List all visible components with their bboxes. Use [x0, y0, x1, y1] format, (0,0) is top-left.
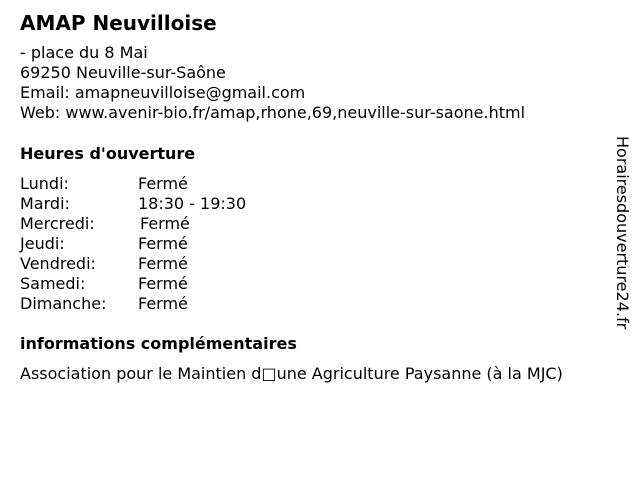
hours-value: Fermé: [140, 214, 190, 233]
address-email: Email: amapneuvilloise@gmail.com: [20, 83, 306, 102]
hours-value: Fermé: [138, 294, 188, 313]
hours-value: Fermé: [138, 274, 188, 293]
address-street: - place du 8 Mai: [20, 43, 148, 62]
day-label: Jeudi:: [20, 234, 65, 253]
hours-value: Fermé: [138, 234, 188, 253]
day-label: Mercredi:: [20, 214, 95, 233]
info-text: Association pour le Maintien d□une Agriculture Paysanne (à la MJC): [20, 364, 563, 383]
hours-value: Fermé: [138, 254, 188, 273]
day-label: Dimanche:: [20, 294, 107, 313]
day-label: Vendredi:: [20, 254, 96, 273]
info-heading: informations complémentaires: [20, 334, 297, 353]
day-label: Lundi:: [20, 174, 69, 193]
address-city: 69250 Neuville-sur-Saône: [20, 63, 226, 82]
hours-value: 18:30 - 19:30: [138, 194, 247, 213]
day-label: Mardi:: [20, 194, 70, 213]
hours-heading: Heures d'ouverture: [20, 144, 196, 163]
hours-value: Fermé: [138, 174, 188, 193]
address-web: Web: www.avenir-bio.fr/amap,rhone,69,neuville-sur-saone.html: [20, 103, 526, 122]
day-label: Samedi:: [20, 274, 86, 293]
address-block: [20, 43, 525, 123]
site-watermark: Horairesdouverture24.fr: [613, 136, 632, 330]
page-title: AMAP Neuvilloise: [20, 11, 217, 35]
